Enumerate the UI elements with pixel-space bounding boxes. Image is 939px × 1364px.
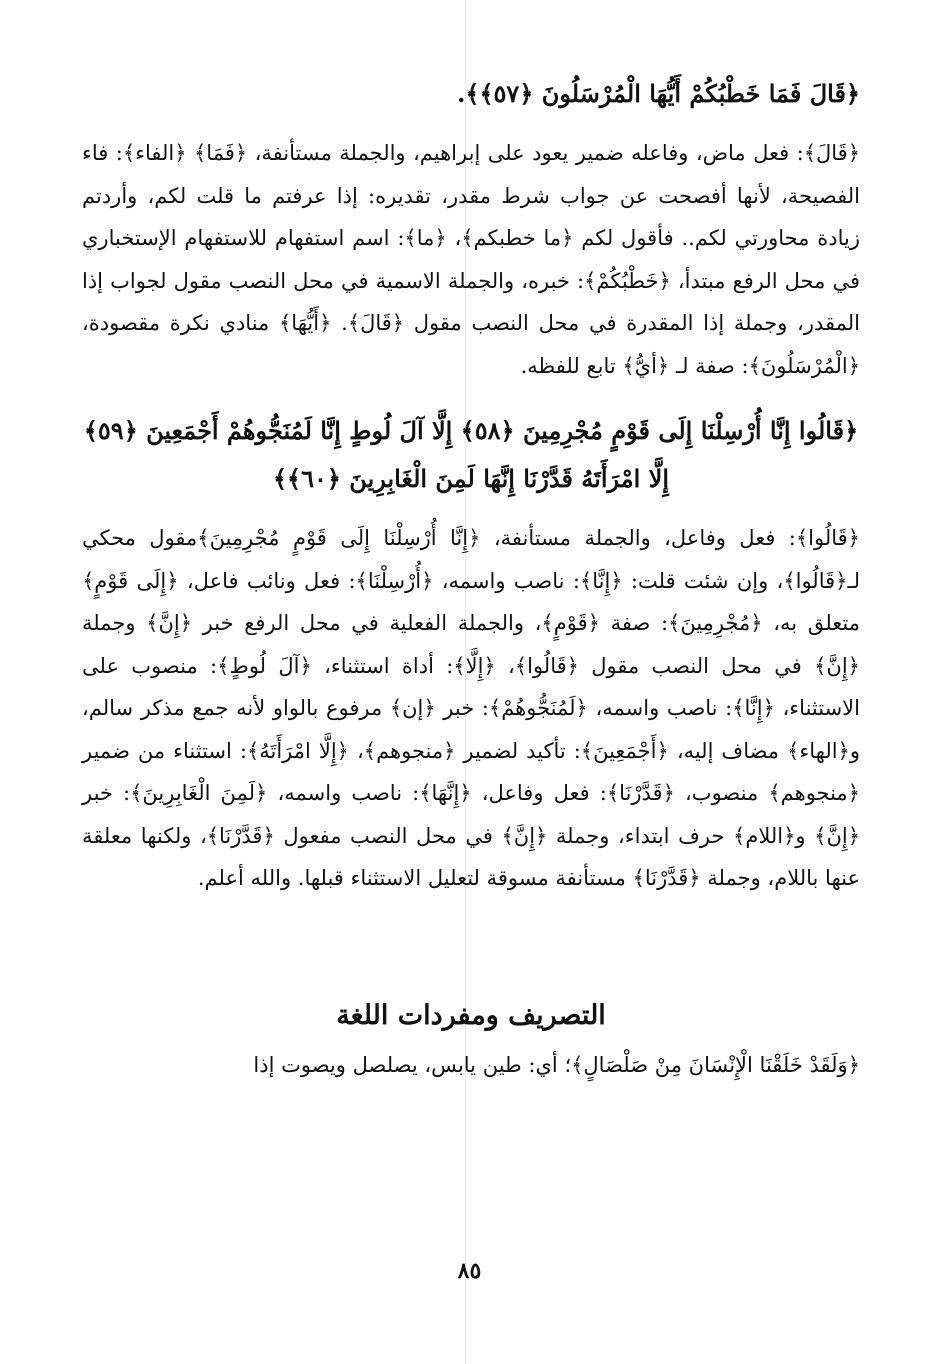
- paragraph-irab-57: ﴿قَالَ﴾: فعل ماض، وفاعله ضمير يعود على إبراهيم، والجملة مستأنفة، ﴿فَمَا﴾ ﴿الفاء﴾: فاء الفصيحة، لأنها أفصحت عن جواب شرط مقدر، تقديره: إذا عرفتم ما قلت لكم، وأردتم زيادة محاورتي لكم.. فأقول لكم ﴿ما خطبكم﴾، ﴿ما﴾: اسم استفهام للاستفهام الإستخباري في محل الرفع مبتدأ، ﴿خَطْبُكُمْ﴾: خبره، والجملة الاسمية في محل النصب مقول لجواب إذا المقدر، وجملة إذا المقدرة في محل النصب مقول ﴿قَالَ﴾. ﴿أَيُّهَا﴾ منادي نكرة مقصودة، ﴿الْمُرْسَلُونَ﴾: صفة لـ ﴿أيُّ﴾ تابع للفظه.: [82, 141, 860, 378]
- paragraph-vocabulary: ﴿وَلَقَدْ خَلَقْنَا الْإِنْسَانَ مِنْ صَلْصَالٍ﴾؛ أي: طين يابس، يصلصل ويصوت إذا: [253, 1052, 860, 1077]
- verse-57: ﴿قَالَ فَمَا خَطْبُكُمْ أَيُّهَا الْمُرْسَلُونَ ﴿٥٧﴾﴾.: [457, 79, 860, 108]
- spacer: [82, 503, 860, 517]
- section-heading: التصريف ومفردات اللغة: [336, 999, 606, 1031]
- paragraph-irab-58-60: ﴿قَالُوا﴾: فعل وفاعل، والجملة مستأنفة، ﴿إِنَّا أُرْسِلْنَا إِلَى قَوْمٍ مُجْرِمِينَ﴾مقول محكي لـ﴿قَالُوا﴾، وإن شئت قلت: ﴿إِنَّا﴾: ناصب واسمه، ﴿أُرْسِلْنَا﴾: فعل ونائب فاعل، ﴿إِلَى قَوْمٍ﴾ متعلق به، ﴿مُجْرِمِينَ﴾: صفة ﴿قَوْمٍ﴾، والجملة الفعلية في محل الرفع خبر ﴿إِنَّ﴾ وجملة ﴿إِنَّ﴾ في محل النصب مقول ﴿قَالُوا﴾، ﴿إِلَّا﴾: أداة استثناء، ﴿آلَ لُوطٍ﴾: منصوب على الاستثناء، ﴿إِنَّا﴾: ناصب واسمه، ﴿لَمُنَجُّوهُمْ﴾: خبر ﴿إن﴾ مرفوع بالواو لأنه جمع مذكر سالم، و﴿الهاء﴾ مضاف إليه، ﴿أَجْمَعِينَ﴾: تأكيد لضمير ﴿منجوهم﴾، ﴿إِلَّا امْرَأَتَهُ﴾: استثناء من ضمير ﴿منجوهم﴾ منصوب، ﴿قَدَّرْنَا﴾: فعل وفاعل، ﴿إِنَّهَا﴾: ناصب واسمه، ﴿لَمِنَ الْغَابِرِينَ﴾: خبر ﴿إِنَّ﴾ و﴿اللام﴾ حرف ابتداء، وجملة ﴿إِنَّ﴾ في محل النصب مفعول ﴿قَدَّرْنَا﴾، ولكنها معلقة عنها باللام، وجملة ﴿قَدَّرْنَا﴾ مستأنفة مسوقة لتعليل الاستثناء قبلها. والله أعلم.: [82, 526, 860, 890]
- page-number: ٨٥: [457, 1258, 482, 1284]
- spacer: [82, 118, 860, 132]
- spacer: [82, 387, 860, 401]
- page-body: [82, 70, 860, 1086]
- verse-58-60: ﴿قَالُوا إِنَّا أُرْسِلْنَا إِلَى قَوْمٍ مُجْرِمِينَ ﴿٥٨﴾ إِلَّا آلَ لُوطٍ إِنَّا لَمُنَجُّوهُمْ أَجْمَعِينَ ﴿٥٩﴾ إِلَّا امْرَأَتَهُ قَدَّرْنَا إِنَّهَا لَمِنَ الْغَابِرِينَ ﴿٦٠﴾﴾: [83, 416, 859, 493]
- spacer: [82, 900, 860, 988]
